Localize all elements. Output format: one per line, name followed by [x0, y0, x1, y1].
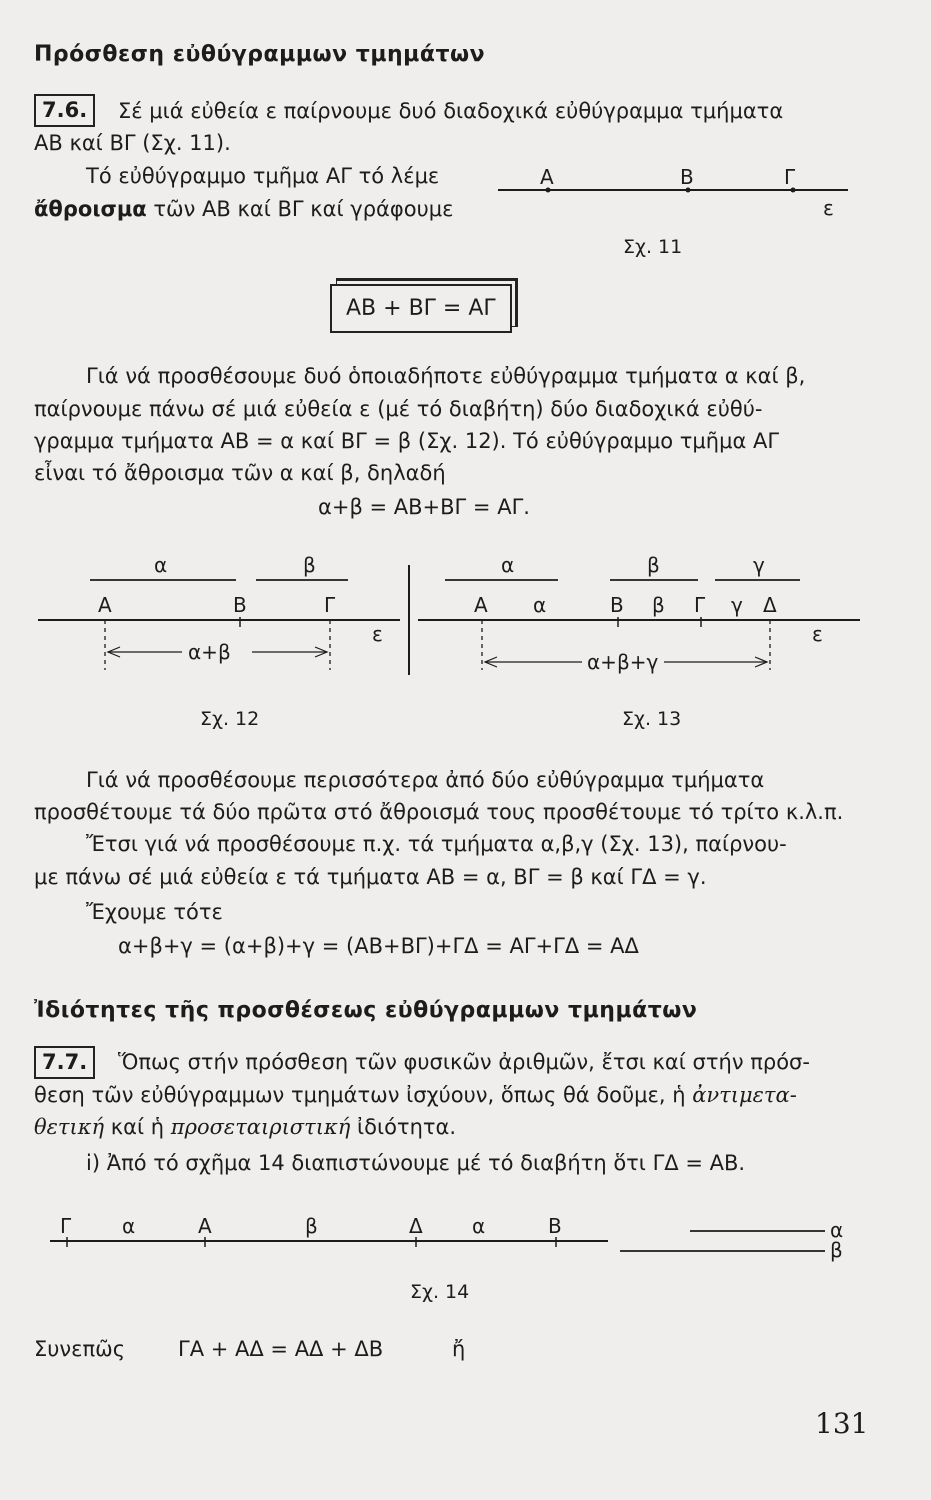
- label-a: Α: [540, 165, 554, 189]
- label-sum: α+β: [188, 640, 231, 664]
- page-number: 131: [815, 1407, 869, 1440]
- paragraph-line: προσθέτουμε τά δύο πρῶτα στό ἄθροισμά τους προσθέτουμε τό τρίτο κ.λ.π.: [34, 800, 844, 824]
- label-e: ε: [372, 622, 383, 646]
- figure-12: [38, 553, 400, 730]
- label-gamma: γ: [753, 553, 765, 577]
- label-alpha: α: [154, 553, 168, 577]
- label-g: Γ: [60, 1214, 72, 1238]
- figure-11: [490, 160, 860, 270]
- label-a: Α: [98, 593, 112, 617]
- equation: α+β+γ = (α+β)+γ = (ΑΒ+ΒΓ)+ΓΔ = ΑΓ+ΓΔ = ΑΔ: [118, 934, 639, 958]
- formula-box: ΑΒ + ΒΓ = ΑΓ: [330, 284, 512, 333]
- label-b: Β: [233, 593, 247, 617]
- label-beta: β: [647, 553, 660, 577]
- paragraph-line: Γιά νά προσθέσουμε περισσότερα ἀπό δύο εὐθύγραμμα τμήματα: [86, 768, 765, 792]
- conclusion-label: Συνεπῶς: [34, 1337, 126, 1361]
- paragraph-line: Ὅπως στήν πρόσθεση τῶν φυσικῶν ἀριθμῶν, ἔτσι καί στήν πρόσ-: [118, 1050, 810, 1074]
- label-d: Δ: [763, 593, 777, 617]
- term-associative: προσεταιριστική: [170, 1115, 351, 1139]
- figures-12-13: [30, 545, 880, 735]
- label-beta: β: [305, 1214, 318, 1238]
- figure-caption: Σχ. 14: [410, 1281, 470, 1303]
- label-e: ε: [812, 622, 823, 646]
- paragraph-line: εἶναι τό ἄθροισμα τῶν α καί β, δηλαδή: [34, 461, 446, 485]
- term-commutative-end: θετική: [34, 1115, 105, 1139]
- label-g: Γ: [784, 165, 796, 189]
- conjunction: ἤ: [452, 1337, 466, 1361]
- paragraph-line: Ἔχουμε τότε: [86, 900, 223, 924]
- label-alpha-ref: α: [830, 1218, 844, 1242]
- paragraph-line: Γιά νά προσθέσουμε δυό ὁποιαδήποτε εὐθύγραμμα τμήματα α καί β,: [86, 364, 806, 388]
- figure-14: [30, 1205, 870, 1310]
- paragraph-line: Ἔτσι γιά νά προσθέσουμε π.χ. τά τμήματα α,β,γ (Σχ. 13), παίρνου-: [86, 832, 787, 856]
- equation: α+β = ΑΒ+ΒΓ = ΑΓ.: [318, 495, 530, 519]
- label-gamma-inline: γ: [731, 593, 743, 617]
- paragraph-line: Τό εὐθύγραμμο τμῆμα ΑΓ τό λέμε: [86, 164, 440, 188]
- label-sum: α+β+γ: [587, 650, 659, 674]
- paragraph-line: [34, 199, 453, 220]
- paragraph-text: ἰδιότητα.: [350, 1115, 457, 1139]
- paragraph-line: [34, 1117, 456, 1138]
- figure-caption: Σχ. 11: [623, 236, 683, 258]
- section-number-7-7: 7.7.: [34, 1046, 95, 1079]
- label-b: Β: [680, 165, 694, 189]
- paragraph-text: καί ἡ: [104, 1115, 171, 1139]
- label-alpha: α: [501, 553, 515, 577]
- label-b: Β: [610, 593, 624, 617]
- label-a: Α: [474, 593, 488, 617]
- paragraph-line: παίρνουμε πάνω σέ μιά εὐθεία ε (μέ τό διαβήτη) δύο διαδοχικά εὐθύ-: [34, 397, 763, 421]
- label-a: Α: [198, 1214, 212, 1238]
- paragraph-line: με πάνω σέ μιά εὐθεία ε τά τμήματα ΑΒ = α, ΒΓ = β καί ΓΔ = γ.: [34, 865, 707, 889]
- label-b: Β: [548, 1214, 562, 1238]
- section-title-addition: Πρόσθεση εὐθύγραμμων τμημάτων: [34, 42, 486, 67]
- label-beta-inline: β: [652, 593, 665, 617]
- label-g: Γ: [694, 593, 706, 617]
- section-number-7-6: 7.6.: [34, 94, 95, 127]
- paragraph-line: ΑΒ καί ΒΓ (Σχ. 11).: [34, 131, 231, 155]
- label-g: Γ: [324, 593, 336, 617]
- paragraph-line: i) Ἀπό τό σχῆμα 14 διαπιστώνουμε μέ τό διαβήτη ὅτι ΓΔ = ΑΒ.: [86, 1151, 746, 1175]
- paragraph-line: [34, 1085, 797, 1106]
- paragraph-line: Σέ μιά εὐθεία ε παίρνουμε δυό διαδοχικά εὐθύγραμμα τμήματα: [118, 99, 784, 123]
- label-alpha-inline: α: [533, 593, 547, 617]
- label-e: ε: [823, 196, 834, 220]
- paragraph-text: θεση τῶν εὐθύγραμμων τμημάτων ἰσχύουν, ὅπως θά δοῦμε, ἡ: [34, 1083, 693, 1107]
- paragraph-line: γραμμα τμήματα ΑΒ = α καί ΒΓ = β (Σχ. 12). Τό εὐθύγραμμο τμῆμα ΑΓ: [34, 429, 780, 453]
- paragraph-text: τῶν ΑΒ καί ΒΓ καί γράφουμε: [146, 197, 454, 221]
- section-title-properties: Ἰδιότητες τῆς προσθέσεως εὐθύγραμμων τμημάτων: [34, 998, 698, 1023]
- label-alpha-2: α: [472, 1214, 486, 1238]
- term-commutative: ἀντιμετα-: [692, 1083, 797, 1107]
- label-beta-ref: β: [830, 1238, 843, 1262]
- figure-caption: Σχ. 12: [200, 708, 260, 730]
- label-d: Δ: [409, 1214, 423, 1238]
- label-alpha: α: [122, 1214, 136, 1238]
- term-sum: ἄθροισμα: [34, 197, 147, 221]
- figure-13: [418, 553, 860, 730]
- label-beta: β: [303, 553, 316, 577]
- figure-caption: Σχ. 13: [622, 708, 682, 730]
- equation: ΓΑ + ΑΔ = ΑΔ + ΔΒ: [178, 1337, 384, 1361]
